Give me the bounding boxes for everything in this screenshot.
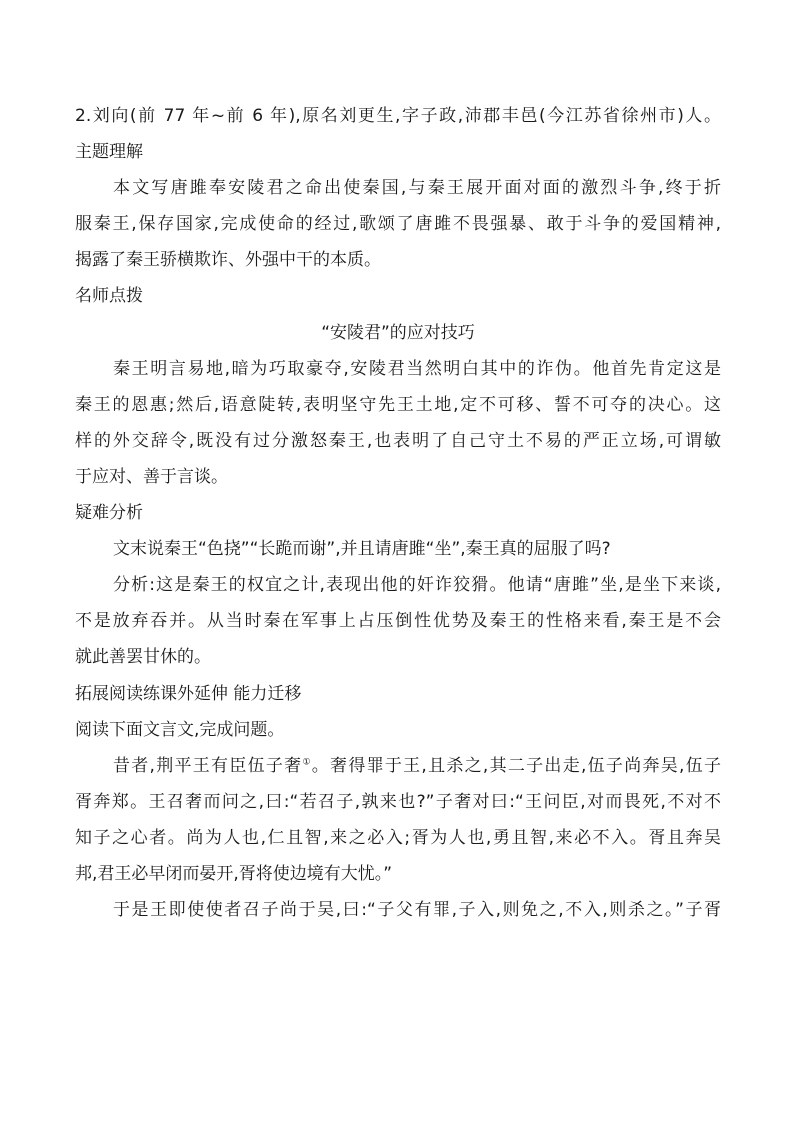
- analysis-line-2: 不是放弃吞并。从当时秦在军事上占压倒性优势及秦王的性格来看,秦王是不会: [75, 611, 721, 632]
- document-page: [75, 98, 721, 928]
- paragraph-theme-line-3: 揭露了秦王骄横欺诈、外强中干的本质。: [75, 250, 381, 271]
- section-heading-theme: 主题理解: [75, 142, 143, 163]
- section-heading-extended-reading: 拓展阅读练课外延伸 能力迁移: [75, 683, 302, 704]
- paragraph-theme-line-1: 本文写唐雎奉安陵君之命出使秦国,与秦王展开面对面的激烈斗争,终于折: [113, 178, 721, 199]
- classical-text-line-3: 知子之心者。尚为人也,仁且智,来之必入;胥为人也,勇且智,来必不入。胥且奔吴: [75, 827, 721, 848]
- analysis-line-1: 分析:这是秦王的权宜之计,表现出他的奸诈狡猾。他请“唐雎”坐,是坐下来谈,: [113, 575, 721, 596]
- paragraph-tips-line-3: 样的外交辞令,既没有过分激怒秦王,也表明了自己守土不易的严正立场,可谓敏: [75, 430, 721, 451]
- footnote-marker: ①: [302, 757, 312, 768]
- paragraph-tips-line-4: 于应对、善于言谈。: [75, 466, 228, 487]
- classical-text-line-4: 邦,君王必早闭而晏开,胥将使边境有大忧。”: [75, 863, 393, 884]
- classical-text-line-5: 于是王即使使者召子尚于吴,曰:“子父有罪,子入,则免之,不入,则杀之。”子胥: [113, 900, 721, 921]
- subsection-title: “安陵君”的应对技巧: [321, 322, 475, 343]
- paragraph-tips-line-1: 秦王明言易地,暗为巧取豪夺,安陵君当然明白其中的诈伪。他首先肯定这是: [113, 358, 721, 379]
- note-liu-xiang: 2.刘向(前 77 年~前 6 年),原名刘更生,字子政,沛郡丰邑(今江苏省徐州市)人。: [75, 106, 721, 126]
- analysis-line-3: 就此善罢甘休的。: [75, 647, 211, 668]
- paragraph-tips-line-2: 秦王的恩惠;然后,语意陡转,表明坚守先王土地,定不可移、誓不可夺的决心。这: [75, 394, 721, 415]
- classical-text-part-b: 。奢得罪于王,且杀之,其二子出走,伍子尚奔吴,伍子: [311, 755, 721, 776]
- classical-text-line-1: [75, 748, 721, 784]
- paragraph-theme-line-2: 服秦王,保存国家,完成使命的经过,歌颂了唐雎不畏强暴、敢于斗争的爱国精神,: [75, 214, 721, 235]
- reading-instruction: 阅读下面文言文,完成问题。: [75, 719, 285, 740]
- classical-text-part-a: 昔者,荆平王有臣伍子奢: [113, 755, 303, 776]
- question-text: 文末说秦王“色挠”“长跪而谢”,并且请唐雎“坐”,秦王真的屈服了吗?: [113, 539, 611, 560]
- section-heading-teacher-tips: 名师点拨: [75, 286, 143, 307]
- section-heading-difficulty: 疑难分析: [75, 503, 143, 524]
- classical-text-line-2: 胥奔郑。王召奢而问之,曰:“若召子,孰来也?”子奢对曰:“王问臣,对而畏死,不对不: [75, 791, 721, 812]
